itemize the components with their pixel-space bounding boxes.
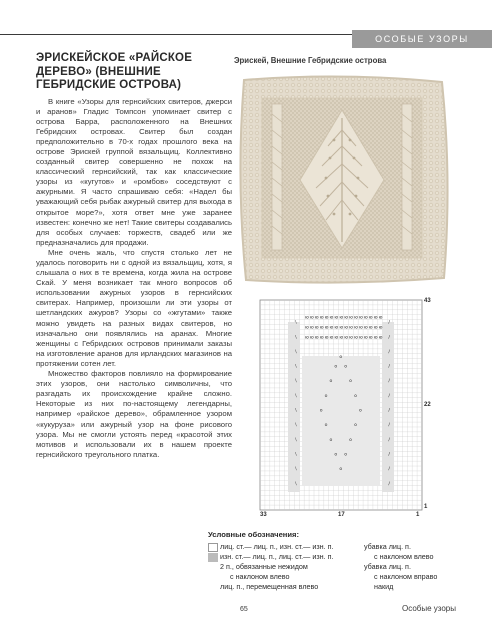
chart-stitch-mark: ю <box>373 325 378 331</box>
paragraph-3: Множество факторов повлияло на формирование этих узоров, они настолько символичны, что разгадать их происхождение крайне сложно. Некоторые из них по-настоящему легендарны, например «райское дерево», обрамленное узором «кукуруза» или ажурный узор на фоне рисового узора. Мы не смогли устоять перед «красотой этих мотивов и использовали их в нашем проекте гернсийского треугольного платка. <box>36 369 232 459</box>
chart-row-22: 22 <box>424 402 431 408</box>
chart-stitch-mark: \ <box>295 408 297 414</box>
chart-stitch-mark: / <box>388 364 390 370</box>
chart-stitch-mark: ю <box>319 335 324 341</box>
legend-purl-symbol <box>208 553 218 562</box>
chart-stitch-mark: ю <box>329 335 334 341</box>
chart-stitch-mark: о <box>344 452 348 458</box>
photo-caption: Эрискей, Внешние Гебридские острова <box>234 56 387 65</box>
article-body <box>36 97 232 460</box>
legend-knit-symbol <box>208 543 218 552</box>
chart-stitch-mark: / <box>388 335 390 341</box>
chart-stitch-mark: о <box>354 393 357 399</box>
chart-stitch-mark: ю <box>358 325 363 331</box>
chart-stitch-mark: \ <box>295 349 297 355</box>
chart-left-cable <box>288 322 300 492</box>
chart-stitch-mark: ю <box>309 315 314 321</box>
chart-stitch-mark: ю <box>354 335 358 341</box>
chart-stitch-mark: ю <box>334 325 339 331</box>
chart-stitch-mark: / <box>388 320 390 326</box>
chart-stitch-mark: ю <box>368 335 373 341</box>
chart-row-1: 1 <box>424 504 428 510</box>
paragraph-2: Мне очень жаль, что спустя столько лет не удалось поговорить ни с одной из вязальщиц, хотя, я слышала о них в те времена, когда жила на острове Скай. У меня возникает так много вопросов об использовании ажурных узоров в гернсийских свитерах. Например, произошли ли эти узоры от шетландских ажуров? Узоры со «жгутами» также можно увидеть на разных видах свитеров, но изначально они появлялись на аранах. Многие женщины с Гебридских островов принимали заказы на изготовление аранов для ирландских магазинов на протяжении сотен лет. <box>36 247 232 368</box>
legend-item-3: 2 п., обвязанные нежидом <box>220 562 308 571</box>
chart-stitch-mark: ю <box>309 325 314 331</box>
chart-stitch-mark: ю <box>309 335 314 341</box>
chart-stitch-mark: ю <box>378 335 383 341</box>
chart-stitch-mark: о <box>319 408 323 414</box>
chart-stitch-mark: ю <box>368 315 373 321</box>
chart-stitch-mark: ю <box>354 315 358 321</box>
chart-stitch-mark: ю <box>378 315 383 321</box>
chart-stitch-mark: ю <box>363 325 368 331</box>
chart-stitch-mark: ю <box>339 315 344 321</box>
chart-stitch-mark: ю <box>319 315 324 321</box>
chart-stitch-mark: \ <box>295 364 297 370</box>
chart-stitch-mark: ю <box>324 325 329 331</box>
chart-stitch-mark: ю <box>334 335 339 341</box>
chart-stitch-mark: о <box>329 379 333 385</box>
chart-stitch-mark: \ <box>295 335 297 341</box>
chart-stitch-mark: ю <box>329 325 334 331</box>
chart-stitch-mark: ю <box>324 335 329 341</box>
footer-section-title: Особые узоры <box>402 604 456 613</box>
chart-stitch-mark: \ <box>295 393 297 399</box>
chart-stitch-mark: ю <box>358 335 363 341</box>
knitted-swatch-photo <box>230 70 458 290</box>
page-number: 65 <box>240 606 248 613</box>
chart-stitch-mark: \ <box>295 320 297 326</box>
chart-stitch-mark: ю <box>354 325 358 331</box>
chart-col-1: 1 <box>416 512 420 518</box>
chart-grid <box>258 298 430 520</box>
chart-stitch-mark: о <box>354 423 357 429</box>
chart-stitch-mark: / <box>388 452 390 458</box>
legend-title: Условные обозначения: <box>208 530 300 539</box>
chart-stitch-mark: о <box>344 364 348 370</box>
chart-stitch-mark: о <box>334 364 338 370</box>
chart-stitch-mark: ю <box>349 325 354 331</box>
swatch-illustration <box>230 70 458 290</box>
legend-item-9: с наклоном вправо <box>374 572 438 581</box>
chart-stitch-mark: о <box>349 437 352 443</box>
legend-item-7: с наклоном влево <box>374 552 434 561</box>
chart-stitch-mark: ю <box>339 335 344 341</box>
chart-stitch-mark: о <box>324 423 328 429</box>
chart-stitch-mark: ю <box>344 335 349 341</box>
legend-item-2: изн. ст.— лиц. п., лиц. ст.— изн. п. <box>220 552 334 561</box>
chart-stitch-mark: о <box>339 467 343 473</box>
chart-stitch-mark: / <box>388 393 390 399</box>
chart-stitch-mark: \ <box>295 423 297 429</box>
chart-col-33: 33 <box>260 512 267 518</box>
chart-stitch-mark: о <box>329 437 333 443</box>
chart-stitch-mark: / <box>388 349 390 355</box>
article-column <box>36 52 232 460</box>
knitting-chart <box>258 298 430 520</box>
chart-stitch-mark: / <box>388 481 390 487</box>
chart-stitch-mark: ю <box>314 315 319 321</box>
chart-stitch-mark: \ <box>295 379 297 385</box>
chart-stitch-mark: ю <box>304 335 309 341</box>
chart-col-17: 17 <box>338 512 345 518</box>
chart-stitch-mark: ю <box>334 315 339 321</box>
legend-item-10: накид <box>374 582 394 591</box>
paragraph-1: В книге «Узоры для гернсийских свитеров, джерси и аранов» Гладис Томпсон упоминает свитер с острова Барра, расположенного на Внешних Гебридских островах. Свитер был создан предположительно в 70-х годах прошлого века на острове Эрискей группой вязальщиц. Коллективно созданный свитер совершенно не похож на классический гернсийский, так как классические узоры из «кугутов» и «ромбов» соседствуют с ажурными. Я часто спрашиваю себя: «Надел бы уважающий себя рыбак ажурный свитер для выхода в открытое море?», хотя ответ мне уже заранее известен: конечно же нет! Такие свитеры создавались для особых случаев: торжеств, свадеб или же предназначались для продажи. <box>36 96 232 247</box>
chart-stitch-mark: ю <box>363 335 368 341</box>
legend-item-8: убавка лиц. п. <box>364 562 411 571</box>
chart-stitch-mark: / <box>388 423 390 429</box>
chart-stitch-mark: ю <box>344 315 349 321</box>
chart-stitch-mark: \ <box>295 452 297 458</box>
chart-stitch-mark: \ <box>295 467 297 473</box>
chart-stitch-mark: ю <box>368 325 373 331</box>
legend <box>208 530 478 592</box>
chart-stitch-mark: ю <box>349 315 354 321</box>
chart-stitch-mark: ю <box>373 315 378 321</box>
chart-stitch-mark: о <box>339 354 343 360</box>
chart-stitch-mark: о <box>349 379 352 385</box>
legend-item-5: лиц. п., перемещенная влево <box>220 582 319 591</box>
chart-stitch-mark: о <box>324 393 328 399</box>
chart-row-43: 43 <box>424 298 431 304</box>
chart-stitch-mark: ю <box>358 315 363 321</box>
chart-stitch-mark: ю <box>349 335 354 341</box>
chart-stitch-mark: \ <box>295 437 297 443</box>
chart-stitch-mark: ю <box>304 315 309 321</box>
chart-stitch-mark: о <box>334 452 338 458</box>
chart-stitch-mark: / <box>388 379 390 385</box>
chart-stitch-mark: / <box>388 437 390 443</box>
chart-stitch-mark: ю <box>378 325 383 331</box>
chart-stitch-mark: о <box>358 408 362 414</box>
chart-stitch-mark: / <box>388 467 390 473</box>
chart-stitch-mark: ю <box>314 325 319 331</box>
chart-stitch-mark: ю <box>324 315 329 321</box>
section-tab: ОСОБЫЕ УЗОРЫ <box>352 30 492 48</box>
chart-stitch-mark: ю <box>329 315 334 321</box>
legend-item-1: лиц. ст.— лиц. п., изн. ст.— изн. п. <box>220 542 334 551</box>
chart-stitch-mark: ю <box>363 315 368 321</box>
chart-stitch-mark: ю <box>339 325 344 331</box>
chart-stitch-mark: \ <box>295 481 297 487</box>
chart-stitch-mark: ю <box>344 325 349 331</box>
legend-item-6: убавка лиц. п. <box>364 542 411 551</box>
chart-stitch-mark: ю <box>319 325 324 331</box>
legend-item-4: с наклоном влево <box>230 572 290 581</box>
chart-stitch-mark: ю <box>314 335 319 341</box>
chart-stitch-mark: / <box>388 408 390 414</box>
article-title: ЭРИСКЕЙСКОЕ «РАЙСКОЕ ДЕРЕВО» (ВНЕШНИЕ ГЕБРИДСКИЕ ОСТРОВА) <box>36 52 193 91</box>
chart-stitch-mark: ю <box>304 325 309 331</box>
chart-stitch-mark: ю <box>373 335 378 341</box>
